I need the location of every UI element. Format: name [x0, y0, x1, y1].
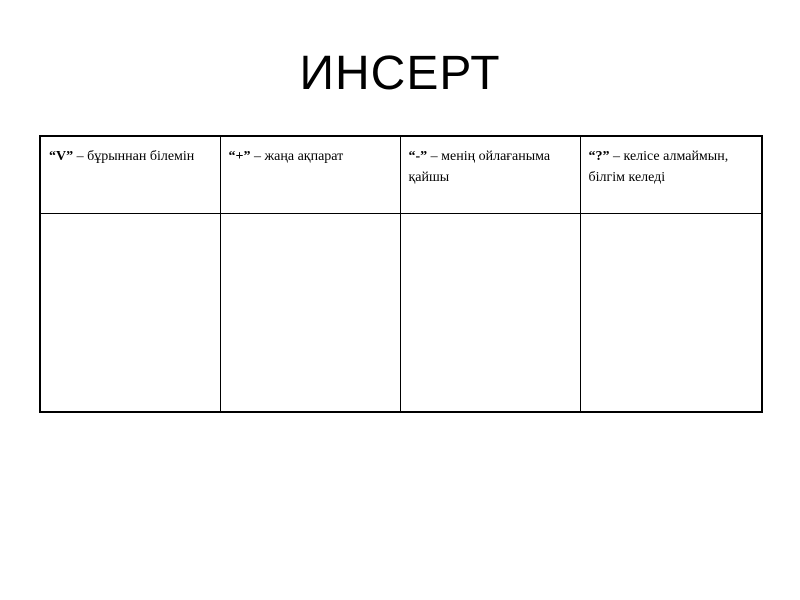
header-cell-known — [40, 136, 220, 213]
header-cell-new — [220, 136, 400, 213]
header-text: – келісе алмаймын, білгім келеді — [588, 149, 729, 185]
insert-table — [39, 135, 763, 413]
header-text: – менің ойлағаныма қайшы — [408, 149, 551, 185]
table-row — [40, 213, 762, 412]
header-symbol: “+” — [228, 149, 251, 164]
header-cell-contradicts — [400, 136, 580, 213]
header-cell-questions — [580, 136, 762, 213]
table-cell — [580, 213, 762, 412]
table-cell — [400, 213, 580, 412]
slide-title: ИНСЕРТ — [299, 47, 501, 100]
header-text: – жаңа ақпарат — [250, 149, 344, 164]
table-cell — [40, 213, 220, 412]
table-header-row — [40, 136, 762, 213]
header-symbol: “V” — [49, 149, 74, 164]
header-text: – бұрыннан білемін — [73, 149, 195, 164]
header-symbol: “?” — [588, 149, 610, 164]
header-symbol: “-” — [408, 149, 428, 164]
table-cell — [220, 213, 400, 412]
